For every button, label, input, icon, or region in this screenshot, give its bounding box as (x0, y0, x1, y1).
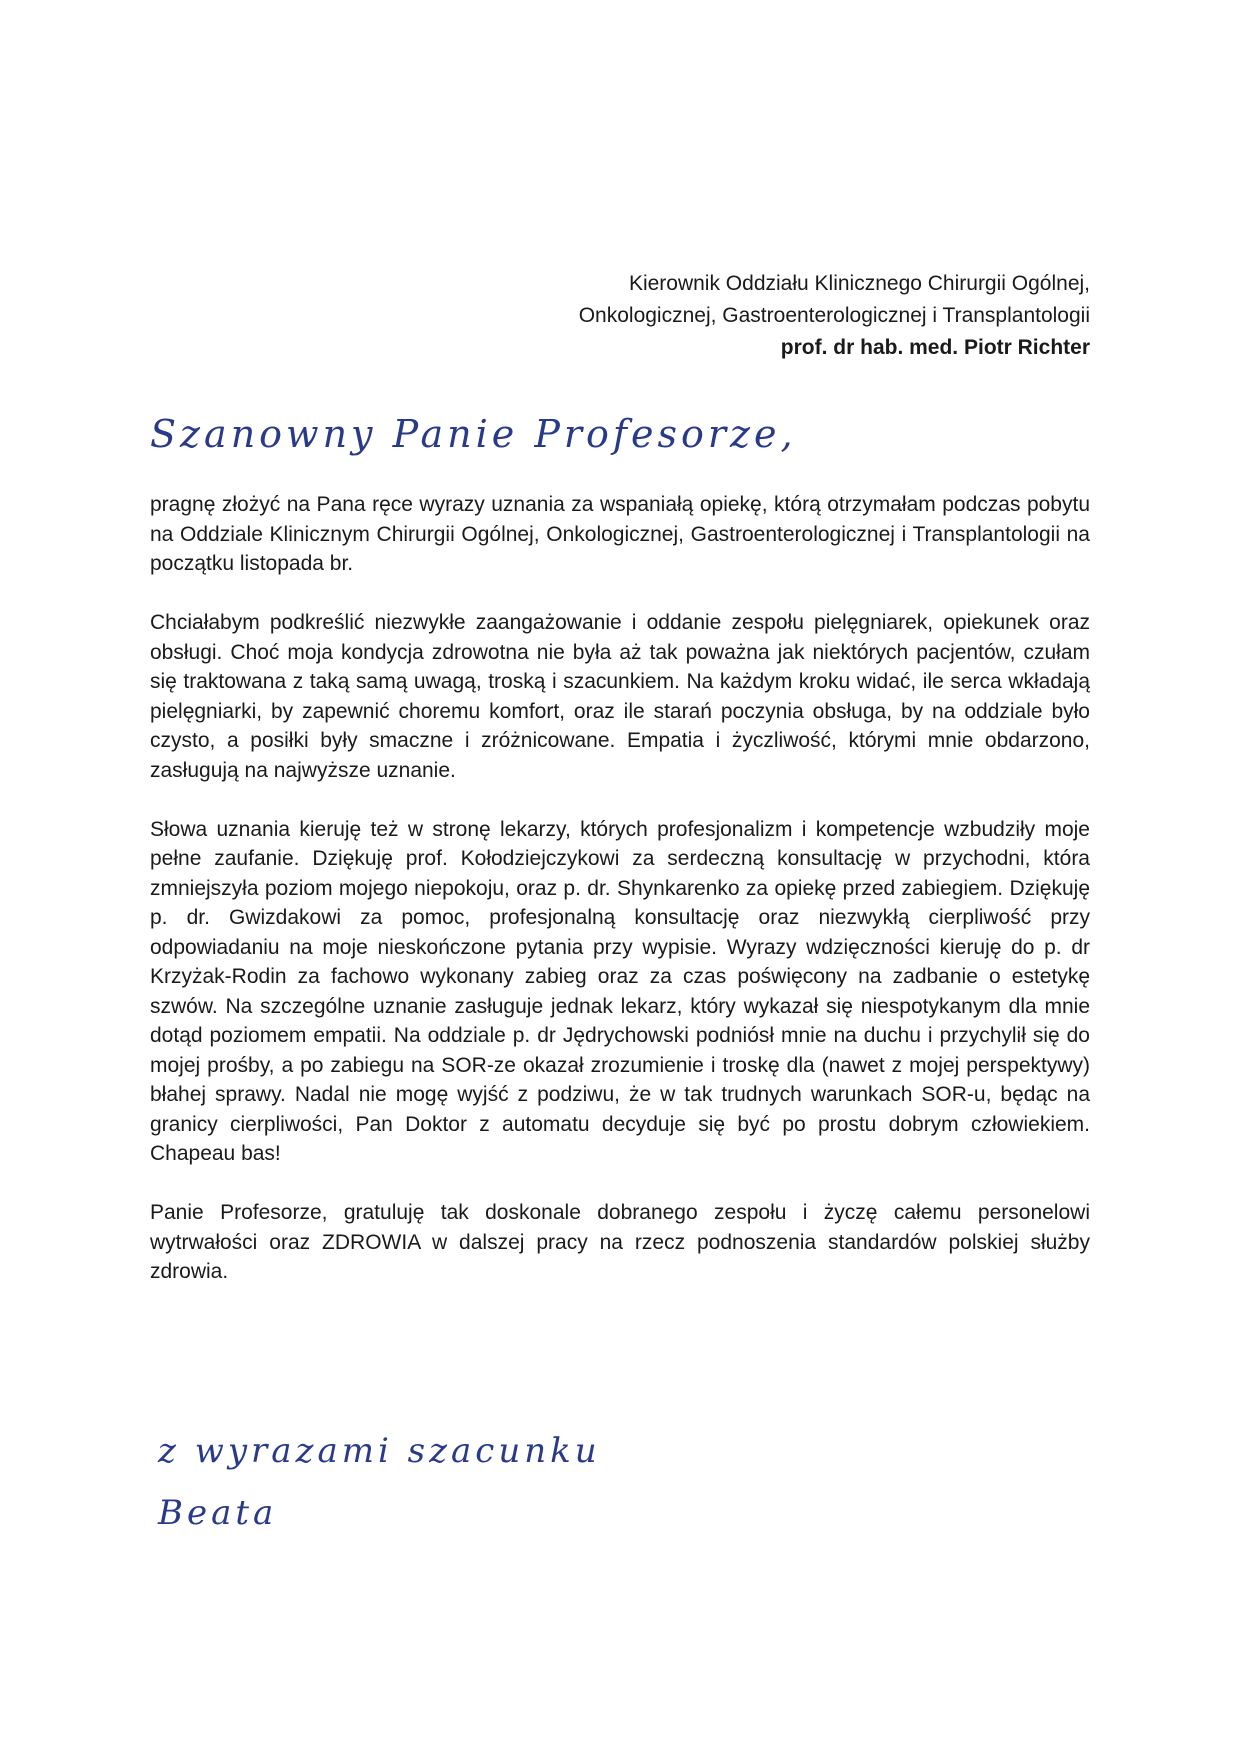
recipient-name: prof. dr hab. med. Piotr Richter (780, 336, 1090, 359)
handwritten-closing (158, 1420, 601, 1544)
paragraph-3: Słowa uznania kieruję też w stronę lekarzy, których profesjonalizm i kompetencje wzbudziły moje pełne zaufanie. Dziękuję prof. Kołodziejczykowi za serdeczną konsultację w przychodni, która zmniejszyła poziom mojego niepokoju, oraz p. dr. Shynkarenko za opiekę przed zabiegiem. Dziękuję p. dr. Gwizdakowi za pomoc, profesjonalną konsultację oraz niezwykłą cierpliwość przy odpowiadaniu na moje nieskończone pytania przy wypisie. Wyrazy wdzięczności kieruję do p. dr Krzyżak-Rodin za fachowo wykonany zabieg oraz za czas poświęcony na zadbanie o estetykę szwów. Na szczególne uznanie zasługuje jednak lekarz, który wykazał się niespotykanym dla mnie dotąd poziomem empatii. Na oddziale p. dr Jędrychowski podniósł mnie na duchu i przychylił się do mojej prośby, a po zabiegu na SOR-ze okazał zrozumienie i troskę dla (nawet z mojej perspektywy) błahej sprawy. Nadal nie mogę wyjść z podziwu, że w tak trudnych warunkach SOR-u, będąc na granicy cierpliwości, Pan Doktor z automatu decyduje się być po prostu dobrym człowiekiem. Chapeau bas! (150, 817, 1090, 1165)
paragraph-2: Chciałabym podkreślić niezwykłe zaangażowanie i oddanie zespołu pielęgniarek, opiekunek oraz obsługi. Choć moja kondycja zdrowotna nie była aż tak poważna jak niektórych pacjentów, czułam się traktowana z taką samą uwagą, troską i szacunkiem. Na każdym kroku widać, ile serca wkładają pielęgniarki, by zapewnić choremu komfort, oraz ile starań poczynia obsługa, by na oddziale było czysto, a posiłki były smaczne i zróżnicowane. Empatia i życzliwość, którymi mnie obdarzono, zasługują na najwyższe uznanie. (150, 611, 1090, 782)
letter-body (150, 490, 1090, 1316)
handwritten-salutation: Szanowny Panie Profesorze, (150, 412, 797, 456)
recipient-title-line-2: Onkologicznej, Gastroenterologicznej i Transplantologii (578, 304, 1090, 327)
recipient-title-line-1: Kierownik Oddziału Klinicznego Chirurgii Ogólnej, (628, 272, 1090, 295)
paragraph-1: pragnę złożyć na Pana ręce wyrazy uznania za wspaniałą opiekę, którą otrzymałam podczas pobytu na Oddziale Klinicznym Chirurgii Ogólnej, Onkologicznej, Gastroenterologicznej i Transplantologii na początku listopada br. (150, 493, 1090, 575)
recipient-block (400, 268, 1090, 364)
paragraph-4: Panie Profesorze, gratuluję tak doskonale dobranego zespołu i życzę całemu personelowi wytrwałości oraz ZDROWIA w dalszej pracy na rzecz podnoszenia standardów polskiej służby zdrowia. (150, 1201, 1090, 1283)
closing-phrase: z wyrazami szacunku (158, 1431, 601, 1471)
signature: Beata (158, 1493, 278, 1533)
